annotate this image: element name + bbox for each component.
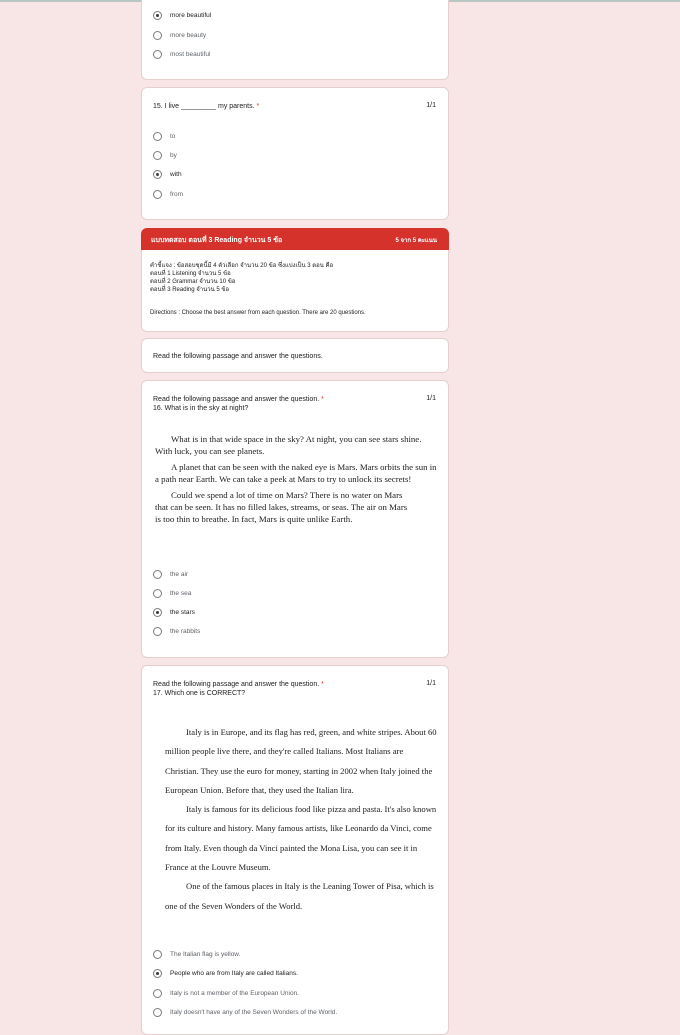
required-asterisk: * (321, 396, 324, 403)
radio-icon[interactable] (153, 190, 162, 199)
option-label: more beautiful (170, 11, 212, 19)
section-directions: Directions : Choose the best answer from each question. There are 20 questions. (150, 310, 366, 316)
radio-selected-icon[interactable] (153, 11, 162, 20)
option-radio[interactable] (153, 189, 183, 199)
radio-icon[interactable] (153, 151, 162, 160)
option-label: The Italian flag is yellow. (170, 950, 241, 958)
option-label: by (170, 151, 177, 159)
instruction-text: Read the following passage and answer the questions. (153, 353, 323, 360)
section-title: แบบทดสอบ ตอนที่ 3 Reading จำนวน 5 ข้อ (151, 237, 283, 244)
score-badge: 1/1 (426, 395, 436, 402)
question-title: Read the following passage and answer the question. * 16. What is in the sky at night? (153, 396, 324, 412)
option-radio[interactable] (153, 150, 177, 160)
radio-selected-icon[interactable] (153, 608, 162, 617)
option-radio[interactable] (153, 968, 298, 978)
radio-icon[interactable] (153, 132, 162, 141)
option-radio[interactable] (153, 569, 188, 579)
option-label: from (170, 190, 183, 198)
option-label: the stars (170, 608, 195, 616)
option-radio[interactable] (153, 10, 211, 20)
radio-selected-icon[interactable] (153, 969, 162, 978)
option-label: the sea (170, 589, 192, 597)
section-score: 5 จาก 5 คะแนน (395, 238, 437, 244)
option-radio[interactable] (153, 1007, 337, 1017)
question-card-15 (141, 87, 449, 220)
radio-icon[interactable] (153, 570, 162, 579)
radio-icon[interactable] (153, 589, 162, 598)
option-radio[interactable] (153, 131, 175, 141)
option-label: to (170, 132, 176, 140)
required-asterisk: * (256, 103, 260, 110)
section-description: คำชี้แจง : ข้อสอบชุดนี้มี 4 ตัวเลือก จำนวน 20 ข้อ ซึ่งแบ่งเป็น 3 ตอน คือ ตอนที่ 1 Listening จำนวน 5 ข้อ ตอนที่ 2 Grammar จำนวน 10 ข้อ ตอนที่ 3 Reading จำนวน 5 ข้อ (150, 263, 334, 293)
option-label: the rabbits (170, 627, 201, 635)
option-radio[interactable] (153, 588, 191, 598)
question-card-16 (141, 380, 449, 658)
question-card-14 (141, 0, 449, 80)
option-radio[interactable] (153, 607, 195, 617)
option-radio[interactable] (153, 988, 299, 998)
radio-icon[interactable] (153, 1008, 162, 1017)
option-label: most beautiful (170, 50, 211, 58)
option-radio[interactable] (153, 169, 182, 179)
option-label: People who are from Italy are called Italians. (170, 969, 298, 977)
score-badge: 1/1 (426, 102, 436, 109)
question-title: Read the following passage and answer the question. * 17. Which one is CORRECT? (153, 681, 324, 697)
radio-icon[interactable] (153, 31, 162, 40)
required-asterisk: * (321, 681, 324, 688)
section-description-card (141, 250, 449, 332)
question-card-17 (141, 665, 449, 1035)
instruction-card (141, 338, 449, 373)
score-badge: 1/1 (426, 680, 436, 687)
option-label: the air (170, 570, 189, 578)
option-radio[interactable] (153, 49, 210, 59)
option-label: more beauty (170, 31, 207, 39)
radio-icon[interactable] (153, 50, 162, 59)
reading-passage: Italy is in Europe, and its flag has red, green, and white stripes. About 60 million people live there, and they're called Italians. Most Italians are Christian. They use the euro for money, starting in 2002 when Italy joined the European Union. Before that, they used the Italian lira. Italy is famous for its delicious food like pizza and pasta. It's also known for its culture and history. Many famous artists, like Leonardo da Vinci, come from Italy. Even though da Vinci painted the Mona Lisa, you can see it in France at the Louvre Museum. One of the famous places in Italy is the Leaning Tower of Pisa, which is one of the Seven Wonders of the World. (165, 727, 437, 911)
option-label: with (170, 170, 182, 178)
option-radio[interactable] (153, 949, 240, 959)
option-radio[interactable] (153, 30, 206, 40)
option-label: Italy doesn't have any of the Seven Wonders of the World. (170, 1008, 338, 1016)
radio-icon[interactable] (153, 989, 162, 998)
option-radio[interactable] (153, 626, 200, 636)
section-header (141, 228, 449, 250)
radio-icon[interactable] (153, 627, 162, 636)
radio-icon[interactable] (153, 950, 162, 959)
radio-selected-icon[interactable] (153, 170, 162, 179)
question-title: 15. I live _________ my parents. * (153, 103, 260, 110)
option-label: Italy is not a member of the European Union. (170, 989, 299, 997)
reading-passage: What is in that wide space in the sky? At night, you can see stars shine. With luck, you can see planets. A planet that can be seen with the naked eye is Mars. Mars orbits the sun in a path near Earth. We can take a peek at Mars to try to unlock its secrets! Could we spend a lot of time on Mars? There is no water on Mars that can be seen. It has no filled lakes, streams, or seas. The air on Mars is too thin to breathe. In fact, Mars is quite unlike Earth. (155, 434, 437, 524)
